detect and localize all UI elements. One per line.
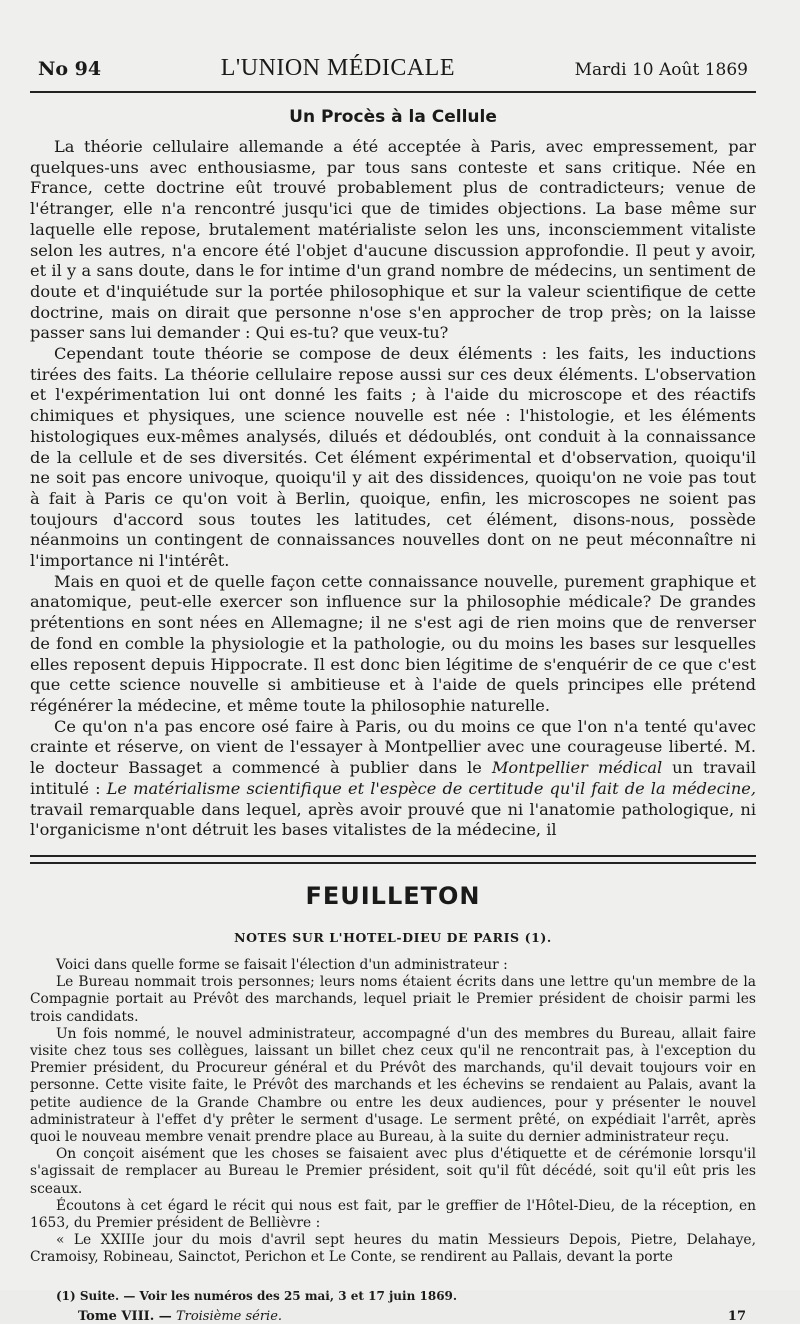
p4-text-b: un travail intitulé : [30,758,756,798]
feuilleton-paragraph-3: Un fois nommé, le nouvel administrateur, accompagné d'un des membres du Bureau, allait faire visite chez tous ses collègues, laissant un billet chez ceux qu'il ne rencontrait pas, à l'exception du Premier président, du Procureur général et du Prévôt des marchands, qu'il devait toujours voir en personne. Cette visite faite, le Prévôt des marchands et les échevins se rendaient au Palais, avant la petite audience de la Grande Chambre ou entre les deux audiences, pour y présenter le nouvel administrateur à l'effet d'y prêter le serment d'usage. Le serment prêté, on expédiait l'arrêt, après quoi le nouveau membre venait prendre place au Bureau, à la suite du dernier administrateur reçu. [30,1025,756,1145]
volume-info [78,1309,282,1324]
footnote: (1) Suite. — Voir les numéros des 25 mai, 3 et 17 juin 1869. [56,1288,458,1303]
issue-number: No 94 [38,58,102,80]
feuilleton-title: FEUILLETON [305,881,481,910]
p4-text-a: Ce qu'on n'a pas encore osé faire à Paris, ou du moins ce que l'on n'a tenté qu'avec crainte et réserve, on vient de l'essayer à Montpellier avec une courageuse liberté. M. le docteur Bassaget a commencé à publier dans le [30,716,756,778]
p4-journal-name: Montpellier médical [491,758,663,778]
page-number: 17 [727,1308,746,1324]
article-paragraph-2: Cependant toute théorie se compose de deux éléments : les faits, les inductions tirées des faits. La théorie cellulaire repose aussi sur ces deux éléments. L'observation et l'expérimentation lui ont donné les faits ; à l'aide du microscope et des réactifs chimiques et physiques, une science nouvelle est née : l'histologie, et les éléments histologiques eux-mêmes analysés, dilués et dédoublés, ont conduit à la connaissance de la cellule et de ses diversités. Cet élément expérimental et d'observation, quoiqu'il ne soit pas encore univoque, quoiqu'il y ait des dissidences, quoiqu'on ne voie pas tout à fait à Paris ce qu'on voit à Berlin, quoique, enfin, les microscopes ne soient pas toujours d'accord sous toutes les latitudes, cet élément, disons-nous, possède néanmoins un contingent de connaissances nouvelles dont on ne peut méconnaître ni l'importance ni l'intérêt. [30,344,756,571]
subtitle-footnote-ref: (1). [524,929,552,945]
article-paragraph-3: Mais en quoi et de quelle façon cette connaissance nouvelle, purement graphique et anatomique, peut-elle exercer son influence sur la philosophie médicale? De grandes prétentions en sont nées en Allemagne; il ne s'est agi de rien moins que de renverser de fond en comble la physiologie et la pathologie, ou du moins les bases sur lesquelles elles reposent depuis Hippocrate. Il est donc bien légitime de s'enquérir de ce que c'est que cette science nouvelle si ambitieuse et à l'aide de quels principes elle prétend régénérer la médecine, et même toute la philosophie naturelle. [30,571,756,715]
feuilleton-paragraph-4: On conçoit aisément que les choses se faisaient avec plus d'étiquette et de cérémonie lorsqu'il s'agissait de remplacer au Bureau le Premier président, soit qu'il fût décédé, soit qu'il eût pris les sceaux. [30,1146,756,1197]
feuilleton-body [30,957,756,1267]
article-title: Un Procès à la Cellule [289,107,497,127]
feuilleton-paragraph-1: Voici dans quelle forme se faisait l'élection d'un administrateur : [56,956,508,973]
volume-label: Tome VIII. — [78,1308,172,1324]
feuilleton-paragraph-2: Le Bureau nommait trois personnes; leurs noms étaient écrits dans une lettre qu'un membre de la Compagnie portait au Prévôt des marchands, lequel priait le Premier président de choisir parmi les trois candidats. [30,974,756,1025]
feuilleton-paragraph-6: « Le XXIIIe jour du mois d'avril sept heures du matin Messieurs Depois, Pietre, Delahaye, Cramoisy, Robineau, Sainctot, Perichon et Le Conte, se rendirent au Pallais, devant la porte [30,1232,756,1266]
section-divider [30,855,756,864]
article-paragraph-1: La théorie cellulaire allemande a été acceptée à Paris, avec empressement, par quelques-uns avec enthousiasme, par tous sans conteste et sans critique. Née en France, cette doctrine eût trouvé probablement plus de contradicteurs; venue de l'étranger, elle n'a rencontré jusqu'ici que de timides objections. La base même sur laquelle elle repose, brutalement matérialiste selon les uns, inconsciemment vitaliste selon les autres, n'a encore été l'objet d'aucune discussion approfondie. Il peut y avoir, et il y a sans doute, dans le for intime d'un grand nombre de médecins, un sentiment de doute et d'inquiétude sur la portée philosophique et sur la valeur scientifique de cette doctrine, mais on dirait que personne n'ose s'en approcher de trop près; on la laisse passer sans lui demander : Qui es-tu? que veux-tu? [30,137,756,343]
page-footer [30,1309,756,1324]
subtitle-text: NOTES SUR L'HOTEL-DIEU DE PARIS [234,929,520,945]
feuilleton-subtitle [30,930,756,945]
feuilleton-paragraph-5: Écoutons à cet égard le récit qui nous est fait, par le greffier de l'Hôtel-Dieu, de la réception, en 1653, du Premier président de Bellièvre : [30,1197,756,1231]
p4-text-c: travail remarquable dans lequel, après avoir prouvé que ni l'anatomie pathologique, ni l'organicisme n'ont détruit les bases vitalistes de la médecine, il [30,799,756,840]
page-header [30,55,756,93]
article-body [30,137,756,841]
journal-title: L'UNION MÉDICALE [220,55,455,81]
series-label: Troisième série. [175,1308,283,1324]
issue-date: Mardi 10 Août 1869 [574,60,748,80]
p4-work-title: Le matérialisme scientifique et l'espèce de certitude qu'il fait de la médecine, [106,778,756,798]
article-paragraph-4 [30,717,756,841]
